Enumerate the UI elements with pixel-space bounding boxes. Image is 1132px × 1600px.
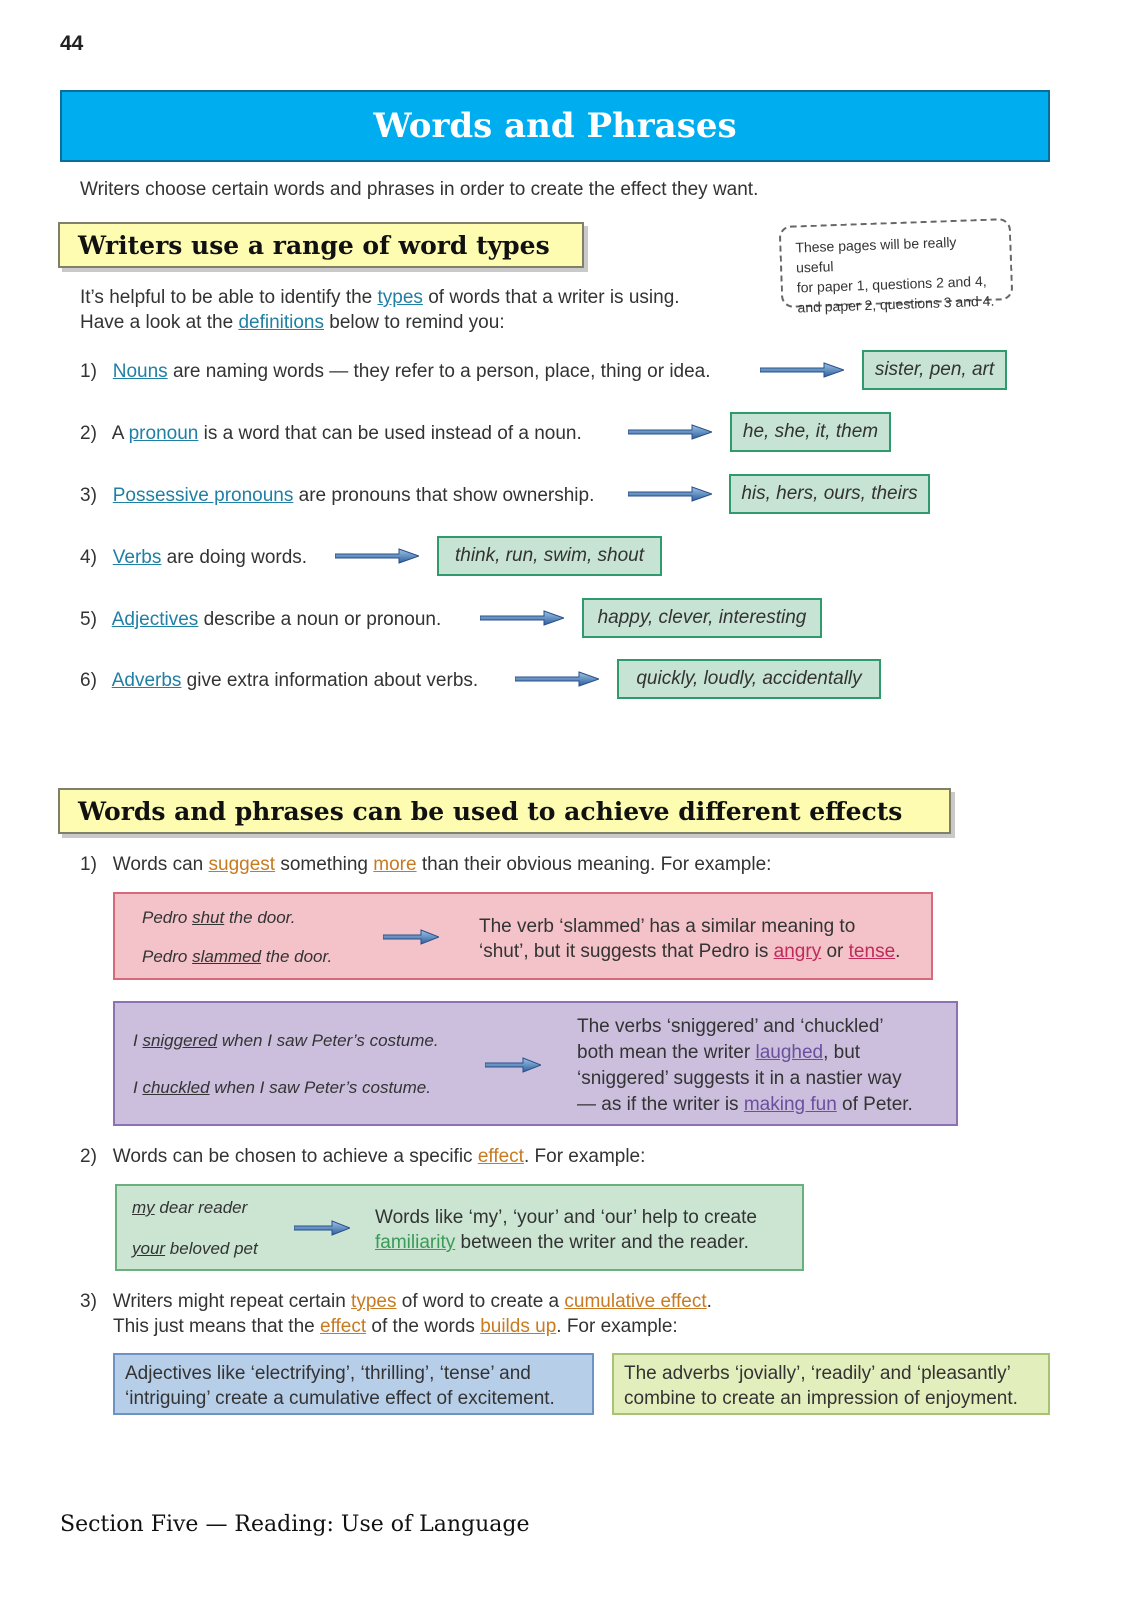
right-arrow-icon <box>383 929 439 945</box>
section2-heading-text: Words and phrases can be used to achieve different effects <box>78 796 903 826</box>
explanation-text: The verbs ‘sniggered’ and ‘chuckled’ both mean the writer laughed, but ‘sniggered’ suggests it in a nastier way — as if the writer is making fun of Peter. <box>577 1016 913 1115</box>
laughed-keyword: laughed <box>755 1042 824 1063</box>
item-definition: is a word that can be used instead of a noun. <box>198 423 582 444</box>
explanation-text: Words like ‘my’, ‘your’ and ‘our’ help to create familiarity between the writer and the reader. <box>375 1207 757 1253</box>
point-text: something <box>275 854 374 875</box>
suggest-keyword: suggest <box>208 854 276 875</box>
example-box-verbs: think, run, swim, shout <box>437 536 662 576</box>
example-box-sniggered <box>113 1001 958 1126</box>
effect-keyword: effect <box>477 1146 524 1167</box>
item-definition: are doing words. <box>161 547 308 568</box>
item-term: Adjectives <box>111 609 199 630</box>
item-number: 1) <box>80 361 97 382</box>
example-phrase: my dear reader <box>132 1198 248 1217</box>
item-definition: describe a noun or pronoun. <box>198 609 442 630</box>
cumulative-effect-keyword: cumulative effect <box>564 1291 707 1312</box>
example-phrase: your beloved pet <box>132 1239 258 1258</box>
example-box-adverbs: quickly, loudly, accidentally <box>617 659 881 699</box>
example-box-pronoun: he, she, it, them <box>730 412 891 452</box>
making-fun-keyword: making fun <box>743 1094 837 1115</box>
more-keyword: more <box>373 854 417 875</box>
explanation-text: The verb ‘slammed’ has a similar meaning to ‘shut’, but it suggests that Pedro is angry or tense. <box>479 916 901 962</box>
types-link: types <box>377 287 423 308</box>
word-type-item-adverbs <box>80 668 478 693</box>
item-term: Adverbs <box>111 670 182 691</box>
note-line: These pages will be really useful <box>795 233 957 276</box>
intro-segment: of words that a writer is using. <box>422 287 680 308</box>
page-title: Words and Phrases <box>373 106 737 146</box>
word-type-item-adjectives <box>80 607 441 632</box>
point-text: than their obvious meaning. For example: <box>416 854 772 875</box>
right-arrow-icon <box>628 424 712 440</box>
item-number: 3) <box>80 485 97 506</box>
right-arrow-icon <box>515 671 599 687</box>
example-text: Adjectives like ‘electrifying’, ‘thrilling’, ‘tense’ and ‘intriguing’ create a cumulative effect of excitement. <box>125 1363 555 1409</box>
item-prefix: A <box>111 423 129 444</box>
section2-heading <box>58 788 951 834</box>
point-text: Words can be chosen to achieve a specific <box>112 1146 478 1167</box>
item-term: Possessive pronouns <box>112 485 294 506</box>
example-text: The adverbs ‘jovially’, ‘readily’ and ‘pleasantly’ combine to create an impression of enjoyment. <box>624 1363 1018 1409</box>
item-number: 2) <box>80 423 97 444</box>
example-box-adverbs-cumulative <box>612 1353 1050 1415</box>
point-number: 3) <box>80 1291 97 1312</box>
right-arrow-icon <box>294 1220 350 1236</box>
point-number: 2) <box>80 1146 97 1167</box>
example-box-nouns: sister, pen, art <box>862 350 1007 390</box>
example-box-slammed <box>113 892 933 980</box>
point-text: Words can <box>112 854 209 875</box>
tense-keyword: tense <box>848 941 896 962</box>
example-box-adjectives: happy, clever, interesting <box>582 598 822 638</box>
section1-heading <box>58 222 584 268</box>
note-line: and paper 2, questions 3 and 4. <box>797 292 995 316</box>
intro-text: Writers choose certain words and phrases in order to create the effect they want. <box>80 179 759 200</box>
section1-intro <box>80 285 680 335</box>
intro-segment: It’s helpful to be able to identify the <box>80 287 378 308</box>
right-arrow-icon <box>335 548 419 564</box>
builds-up-keyword: builds up <box>480 1316 557 1337</box>
title-banner <box>60 90 1050 162</box>
definitions-link: definitions <box>238 312 324 333</box>
familiarity-keyword: familiarity <box>375 1232 456 1253</box>
right-arrow-icon <box>628 486 712 502</box>
right-arrow-icon <box>760 362 844 378</box>
types-keyword: types <box>351 1291 397 1312</box>
word-type-item-verbs <box>80 545 307 570</box>
item-number: 6) <box>80 670 97 691</box>
example-sentence: Pedro slammed the door. <box>142 947 333 966</box>
angry-keyword: angry <box>773 941 822 962</box>
example-sentence: I chuckled when I saw Peter’s costume. <box>133 1078 431 1097</box>
page-number: 44 <box>60 32 84 55</box>
item-definition: are pronouns that show ownership. <box>293 485 595 506</box>
item-definition: are naming words — they refer to a person, place, thing or idea. <box>167 361 711 382</box>
point-3: 3) Writers might repeat certain types of word to create a cumulative effect. This just means that the effect of the words builds up. For example: <box>80 1291 712 1337</box>
example-box-adjectives-cumulative <box>113 1353 594 1415</box>
intro-segment: Have a look at the <box>80 312 239 333</box>
example-sentence: I sniggered when I saw Peter’s costume. <box>133 1031 439 1050</box>
footer-section-label: Section Five — Reading: Use of Language <box>60 1512 530 1537</box>
right-arrow-icon <box>485 1057 541 1073</box>
example-box-familiarity <box>115 1184 804 1271</box>
word-type-item-pronoun <box>80 421 582 446</box>
right-arrow-icon <box>480 610 564 626</box>
example-box-possessive: his, hers, ours, theirs <box>729 474 930 514</box>
effect-keyword: effect <box>320 1316 367 1337</box>
note-line: for paper 1, questions 2 and 4, <box>796 272 987 296</box>
intro-segment: below to remind you: <box>324 312 505 333</box>
example-sentence: Pedro shut the door. <box>142 908 296 927</box>
exam-note <box>779 218 1014 316</box>
point-number: 1) <box>80 854 97 875</box>
word-type-item-nouns <box>80 359 711 384</box>
item-term: Nouns <box>112 361 168 382</box>
point-2 <box>80 1144 645 1169</box>
item-term: Verbs <box>112 547 162 568</box>
point-text: . For example: <box>523 1146 646 1167</box>
item-number: 4) <box>80 547 97 568</box>
item-definition: give extra information about verbs. <box>181 670 479 691</box>
item-number: 5) <box>80 609 97 630</box>
section1-heading-text: Writers use a range of word types <box>78 230 550 260</box>
word-type-item-possessive <box>80 483 594 508</box>
item-term: pronoun <box>128 423 199 444</box>
point-1 <box>80 852 771 877</box>
